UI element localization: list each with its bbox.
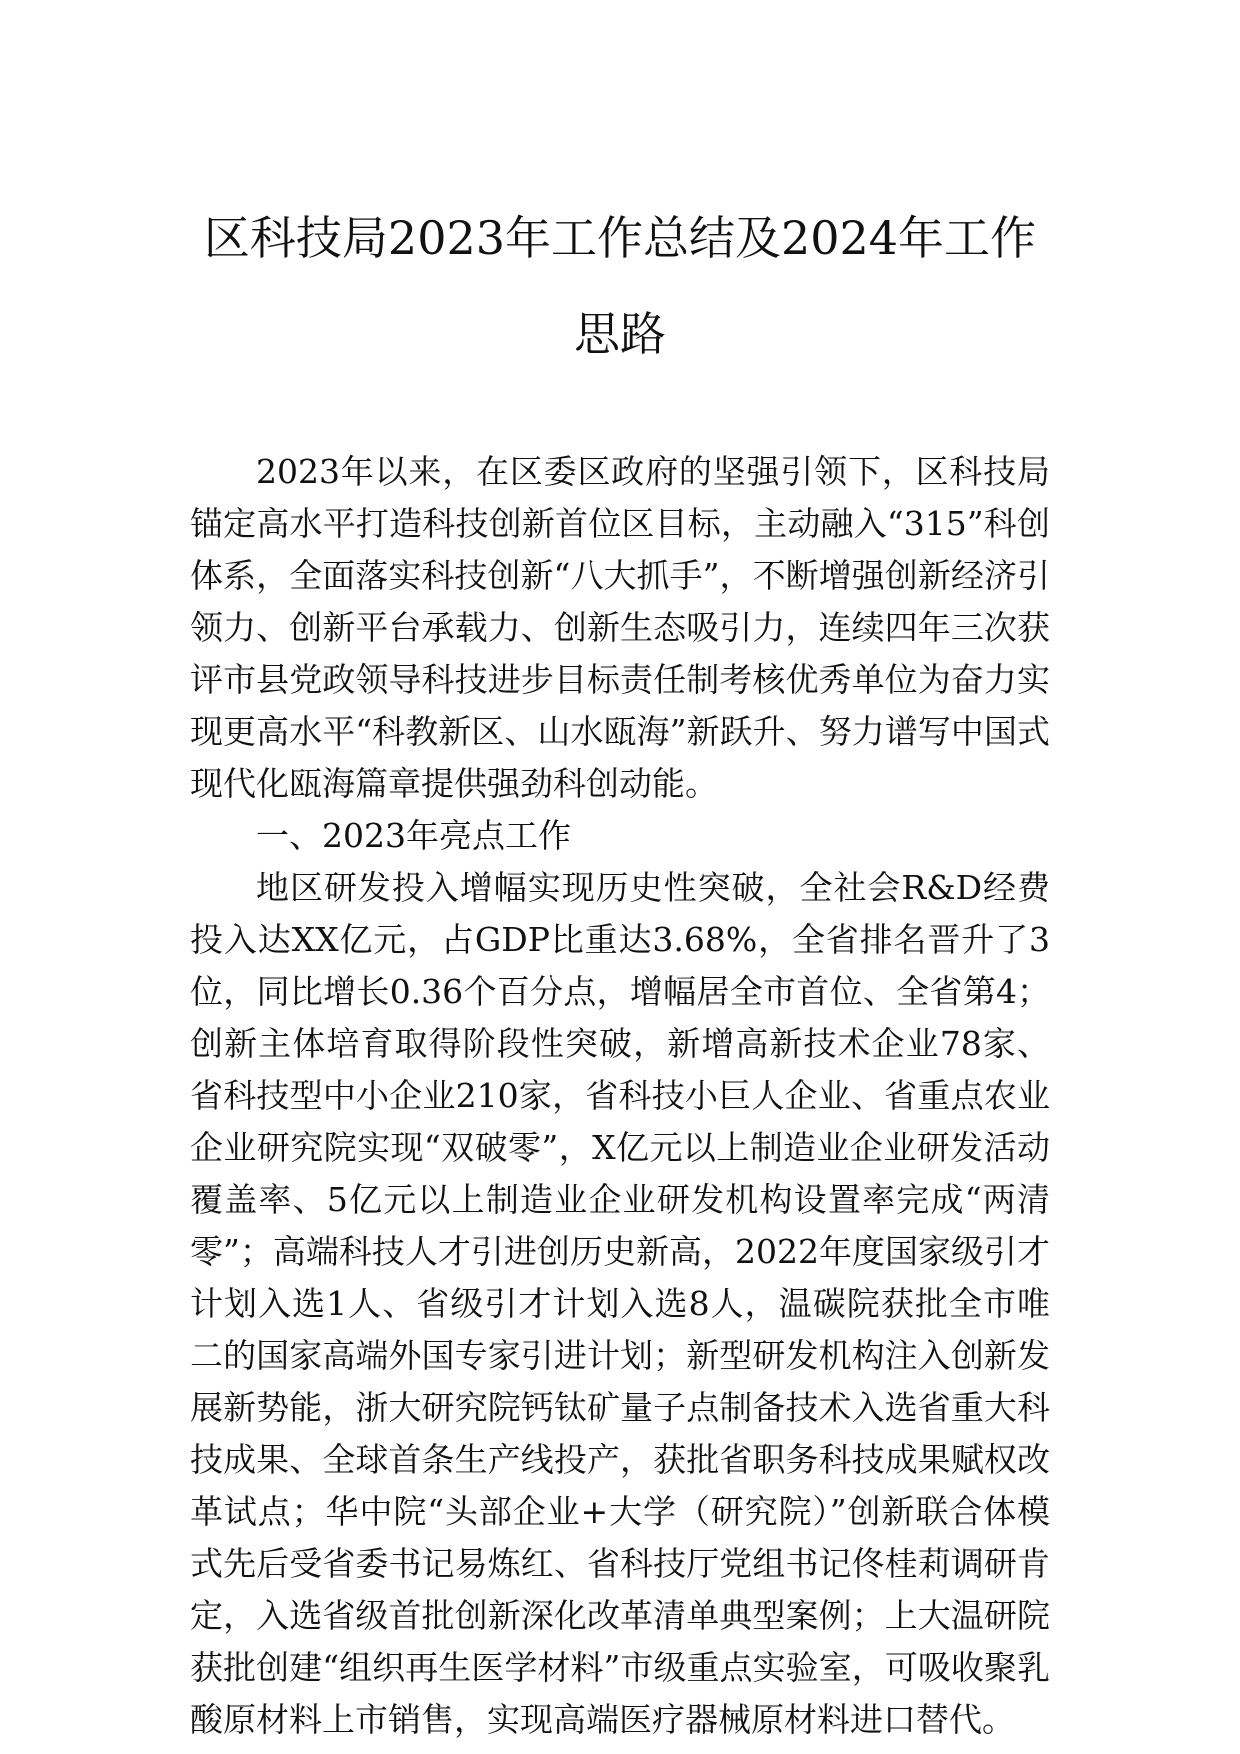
section-heading-highlights: 一、2023年亮点工作	[256, 816, 571, 855]
highlights-paragraph: 地区研发投入增幅实现历史性突破，全社会R&D经费投入达XX亿元，占GDP比重达3.68%，全省排名晋升了3位，同比增长0.36个百分点，增幅居全市首位、全省第4；创新主体培育取得阶段性突破，新增高新技术企业78家、省科技型中小企业210家，省科技小巨人企业、省重点农业企业研究院实现“双破零”，X亿元以上制造业企业研发活动覆盖率、5亿元以上制造业企业研发机构设置率完成“两清零”；高端科技人才引进创历史新高，2022年度国家级引才计划入选1人、省级引才计划入选8人，温碳院获批全市唯二的国家高端外国专家引进计划；新型研发机构注入创新发展新势能，浙大研究院钙钛矿量子点制备技术入选省重大科技成果、全球首条生产线投产，获批省职务科技成果赋权改革试点；华中院“头部企业+大学（研究院）”创新联合体模式先后受省委书记易炼红、省科技厅党组书记佟桂莉调研肯定，入选省级首批创新深化改革清单典型案例；上大温研院获批创建“组织再生医学材料”市级重点实验室，可吸收聚乳酸原材料上市销售，实现高端医疗器械原材料进口替代。	[190, 868, 1050, 1739]
document-page	[190, 190, 1050, 1746]
intro-paragraph: 2023年以来，在区委区政府的坚强引领下，区科技局锚定高水平打造科技创新首位区目标，主动融入“315”科创体系，全面落实科技创新“八大抓手”，不断增强创新经济引领力、创新平台承载力、创新生态吸引力，连续四年三次获评市县党政领导科技进步目标责任制考核优秀单位为奋力实现更高水平“科教新区、山水瓯海”新跃升、努力谱写中国式现代化瓯海篇章提供强劲科创动能。	[190, 452, 1050, 803]
document-body	[190, 446, 1050, 1746]
document-title: 区科技局2023年工作总结及2024年工作思路	[203, 211, 1037, 361]
